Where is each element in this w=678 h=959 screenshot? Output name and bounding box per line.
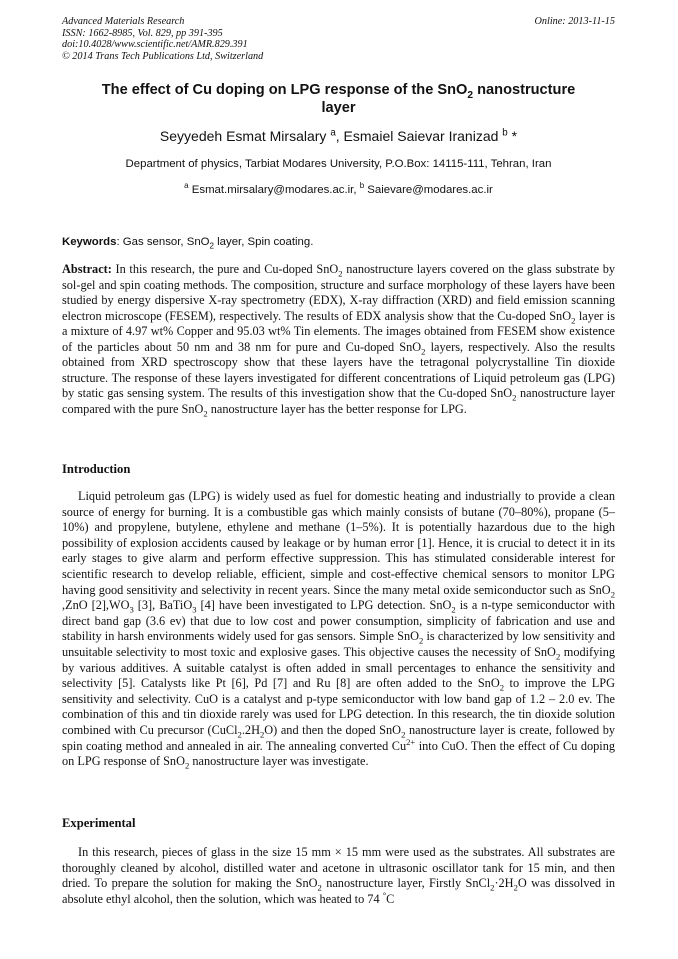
- keywords: Keywords: Gas sensor, SnO$_2$ layer, Spin coating.: [62, 236, 314, 251]
- author-emails: $^a$ Esmat.mirsalary@modares.ac.ir, $^b$ Saievare@modares.ac.ir: [184, 181, 493, 196]
- abstract-label: Abstract:: [62, 262, 112, 276]
- journal-name: Advanced Materials Research: [62, 16, 185, 27]
- keywords-label: Keywords: [62, 236, 117, 248]
- section-heading-introduction: Introduction: [62, 462, 131, 476]
- section-heading-experimental: Experimental: [62, 816, 136, 830]
- email-link: Esmat.mirsalary@modares.ac.ir,: [188, 184, 360, 196]
- online-date: Online: 2013-11-15: [534, 16, 615, 27]
- author-name: Seyyedeh Esmat Mirsalary: [159, 128, 327, 144]
- author-name: Esmaiel Saievar Iranizad: [343, 128, 499, 144]
- doi-line: doi:10.4028/www.scientific.net/AMR.829.391: [62, 39, 248, 51]
- paper-title: The effect of Cu doping on LPG response of the SnO$_2$ nanostructure layer: [101, 82, 576, 116]
- experimental-paragraph: In this research, pieces of glass in the size 15 mm × 15 mm were used as the substrates. All substrates are thoroughly cleaned by alcohol, distilled water and acetone in ultrasonic oscillator tank for 15 min, and then dried. To prepare the solution for making the SnO$_2$ nanostructure layer, Firstly $SnCl_2\cdot 2H_2O$ was dissolved in absolute ethyl alcohol, then the solution, which was heated to 74 °C: [62, 845, 616, 906]
- issn-line: ISSN: 1662-8985, Vol. 829, pp 391-395: [62, 27, 223, 39]
- author-list: Seyyedeh Esmat Mirsalary $^a$, Esmaiel Saievar Iranizad $^b$ *: [159, 127, 518, 144]
- introduction-paragraph: Liquid petroleum gas (LPG) is widely used as fuel for domestic heating and industrially to provide a clean source of energy for burning. It is a combustible gas which mainly consists of butane (70–80%), propane (5–10%) and propylene, butylene, ethylene and methane (1–5%). It is potentially hazardous due to the high possibility of explosion accidents caused by leakage or by human error [1]. Hence, it is crucial to detect it in its early stages to give alarm and perform effective suppression. This has stimulated considerable interest for scientific research to develop reliable, efficient, simple and cost-effective chemical sensors to monitor LPG having good sensitivity and selectivity in recent years. Since the many metal oxide semiconductor such as SnO$_2$ ,ZnO $[2],WO_3$ [3], BaTiO$_3$ [4] have been investigated to LPG detection. SnO$_2$ is a n-type semiconductor with direct band gap (3.6 ev) that due to low cost and power consumption, simplicity of fabrication and use and stability in harsh environments widely used for gas sensors. Simple SnO$_2$ is characterized by low sensitivity and unsuitable selectivity to most toxic and explosive gases. This objective causes the necessity of SnO$_2$ modifying by various additives. A suitable catalyst is often added in small percentages to enhance the sensitivity and selectivity [5]. Catalysts like Pt [6], Pd [7] and Ru [8] are often added to the SnO$_2$ to improve the LPG sensitivity and selectivity. CuO is a catalyst and p-type semiconductor with low band gap of 1.2 – 2.0 ev. The combination of this and tin dioxide rarely was used for LPG detection. In this research, the tin dioxide solution combined with Cu precursor $(CuCl_2.2H_2O)$ and then the doped SnO$_2$ nanostructure layer is create, followed by spin coating method and annealed in air. The annealing converted $Cu^{2+}$ into CuO. Then the effect of Cu doping on LPG response of SnO$_2$ nanostructure layer was investigate.: [62, 489, 616, 771]
- affiliation: Department of physics, Tarbiat Modares University, P.O.Box: 14115-111, Tehran, Iran: [125, 158, 552, 170]
- abstract: Abstract: In this research, the pure and Cu-doped SnO$_2$ nanostructure layers covered on the glass substrate by sol-gel and spin coating methods. The composition, structure and surface morphology of these layers have been studied by energy dispersive X-ray spectrometry (EDX), X-ray diffraction (XRD) and field emission scanning electron microscope (FESEM), respectively. The results of EDX analysis show that the Cu-doped SnO$_2$ layer is a mixture of 4.97 wt% Copper and 95.03 wt% Tin elements. The images obtained from FESEM show existence of the particles about 50 nm and 38 nm for pure and Cu-doped SnO$_2$ layers, respectively. Also the results obtained from XRD spectroscopy show that these layers have the tetragonal polycrystalline Tin dioxide structure. The response of these layers investigated for different concentrations of Liquid petroleum gas (LPG) by static gas sensing system. The results of this investigation show that the Cu-doped SnO$_2$ nanostructure layer compared with the pure SnO$_2$ nanostructure layer has the better response for LPG.: [62, 262, 615, 418]
- email-link: Saievare@modares.ac.ir: [364, 184, 493, 196]
- running-header: [62, 16, 615, 62]
- copyright-line: © 2014 Trans Tech Publications Ltd, Switzerland: [62, 50, 264, 62]
